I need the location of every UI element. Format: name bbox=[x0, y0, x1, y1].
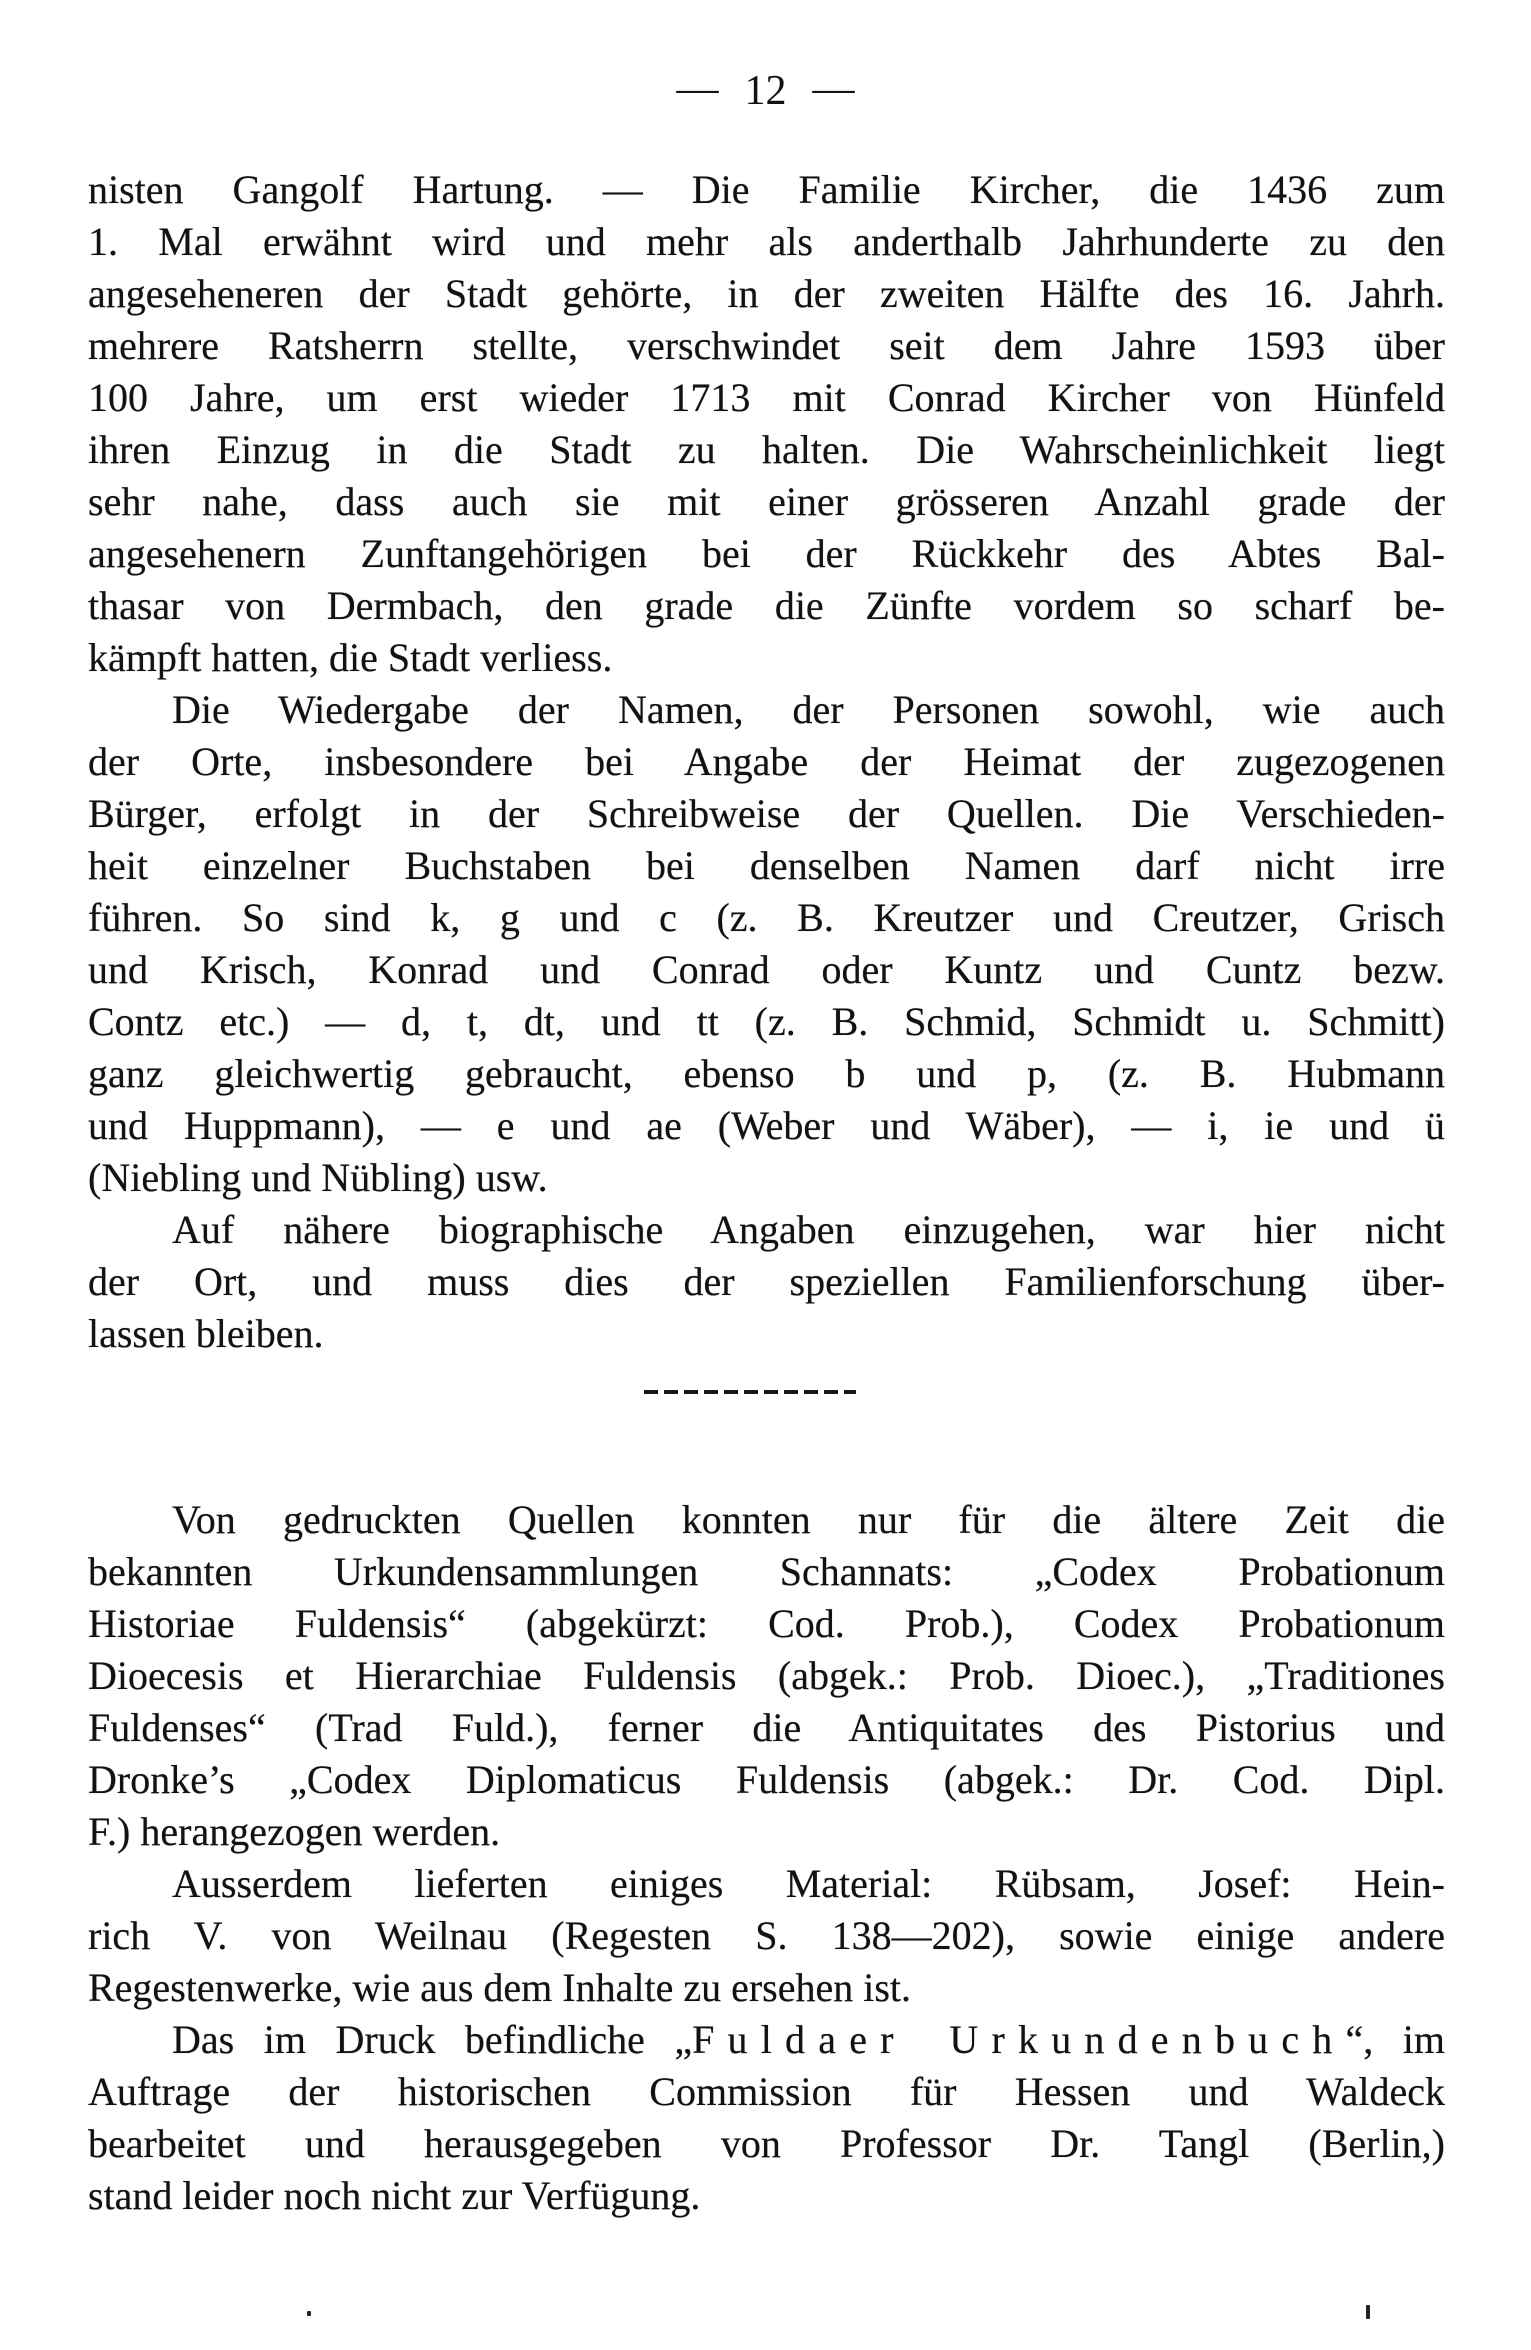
text-line: bearbeitet und herausgegeben von Professor Dr. Tangl (Berlin,) bbox=[88, 2121, 1445, 2166]
page-header bbox=[0, 68, 1531, 114]
text-line: rich V. von Weilnau (Regesten S. 138—202), sowie einige andere bbox=[88, 1913, 1445, 1958]
header-dash-left: — bbox=[676, 66, 719, 112]
text-line: 100 Jahre, um erst wieder 1713 mit Conrad Kircher von Hünfeld bbox=[88, 375, 1445, 420]
text-line: F.) herangezogen werden. bbox=[88, 1809, 501, 1854]
text-line: Auftrage der historischen Commission für Hessen und Waldeck bbox=[88, 2069, 1445, 2114]
letterspaced-text: Fuldaer Urkundenbuch bbox=[692, 2017, 1346, 2062]
paragraph bbox=[88, 164, 1445, 684]
scan-speck bbox=[1366, 2305, 1370, 2319]
text-line: Historiae Fuldensis“ (abgekürzt: Cod. Prob.), Codex Probationum bbox=[88, 1601, 1445, 1646]
text-line: ganz gleichwertig gebraucht, ebenso b und p, (z. B. Hubmann bbox=[88, 1051, 1445, 1096]
text-line: der Ort, und muss dies der speziellen Familienforschung über- bbox=[88, 1259, 1445, 1304]
text-line: (Niebling und Nübling) usw. bbox=[88, 1155, 548, 1200]
scan-speck bbox=[307, 2311, 311, 2316]
paragraph bbox=[88, 1204, 1445, 1360]
text-line: lassen bleiben. bbox=[88, 1311, 324, 1356]
text-line: und Krisch, Konrad und Conrad oder Kuntz und Cuntz bezw. bbox=[88, 947, 1445, 992]
text-line: Die Wiedergabe der Namen, der Personen sowohl, wie auch bbox=[172, 687, 1445, 732]
text-line: nisten Gangolf Hartung. — Die Familie Kircher, die 1436 zum bbox=[88, 167, 1445, 212]
text-line: und Huppmann), — e und ae (Weber und Wäber), — i, ie und ü bbox=[88, 1103, 1445, 1148]
section-separator bbox=[644, 1390, 856, 1394]
text-line: der Orte, insbesondere bei Angabe der Heimat der zugezogenen bbox=[88, 739, 1445, 784]
text-segment: Das im Druck befindliche „ bbox=[172, 2017, 693, 2062]
text-line: angeseheneren der Stadt gehörte, in der zweiten Hälfte des 16. Jahrh. bbox=[88, 271, 1445, 316]
header-dash-right: — bbox=[812, 66, 855, 112]
text-line: bekannten Urkundensammlungen Schannats: „Codex Probationum bbox=[88, 1549, 1445, 1594]
text-line: Bürger, erfolgt in der Schreibweise der Quellen. Die Verschieden- bbox=[88, 791, 1445, 836]
text-line: sehr nahe, dass auch sie mit einer grösseren Anzahl grade der bbox=[88, 479, 1445, 524]
text-line: kämpft hatten, die Stadt verliess. bbox=[88, 635, 613, 680]
text-line: führen. So sind k, g und c (z. B. Kreutzer und Creutzer, Grisch bbox=[88, 895, 1445, 940]
paragraph bbox=[88, 1858, 1445, 2014]
text-line: Fuldenses“ (Trad Fuld.), ferner die Antiquitates des Pistorius und bbox=[88, 1705, 1445, 1750]
text-line: thasar von Dermbach, den grade die Zünfte vordem so scharf be- bbox=[88, 583, 1445, 628]
text-line: Ausserdem lieferten einiges Material: Rübsam, Josef: Hein- bbox=[172, 1861, 1445, 1906]
text-line: mehrere Ratsherrn stellte, verschwindet seit dem Jahre 1593 über bbox=[88, 323, 1445, 368]
text-line: angesehenern Zunftangehörigen bei der Rückkehr des Abtes Bal- bbox=[88, 531, 1445, 576]
text-line: Von gedruckten Quellen konnten nur für die ältere Zeit die bbox=[172, 1497, 1445, 1542]
text-line: ihren Einzug in die Stadt zu halten. Die Wahrscheinlichkeit liegt bbox=[88, 427, 1445, 472]
text-line: Dronke’s „Codex Diplomaticus Fuldensis (abgek.: Dr. Cod. Dipl. bbox=[88, 1757, 1445, 1802]
text-line: 1. Mal erwähnt wird und mehr als anderthalb Jahrhunderte zu den bbox=[88, 219, 1445, 264]
paragraph bbox=[88, 684, 1445, 1204]
text-block bbox=[88, 164, 1445, 2222]
text-line: Regestenwerke, wie aus dem Inhalte zu ersehen ist. bbox=[88, 1965, 912, 2010]
text-line bbox=[88, 2014, 1445, 2066]
page-number: 12 bbox=[744, 68, 787, 114]
text-line: heit einzelner Buchstaben bei denselben Namen darf nicht irre bbox=[88, 843, 1445, 888]
paragraph bbox=[88, 2014, 1445, 2222]
text-line: Contz etc.) — d, t, dt, und tt (z. B. Schmid, Schmidt u. Schmitt) bbox=[88, 999, 1445, 1044]
text-line: Dioecesis et Hierarchiae Fuldensis (abgek.: Prob. Dioec.), „Traditiones bbox=[88, 1653, 1445, 1698]
text-line: Auf nähere biographische Angaben einzugehen, war hier nicht bbox=[172, 1207, 1445, 1252]
paragraph bbox=[88, 1494, 1445, 1858]
text-line: stand leider noch nicht zur Verfügung. bbox=[88, 2173, 701, 2218]
text-segment: “, im bbox=[1345, 2017, 1446, 2062]
